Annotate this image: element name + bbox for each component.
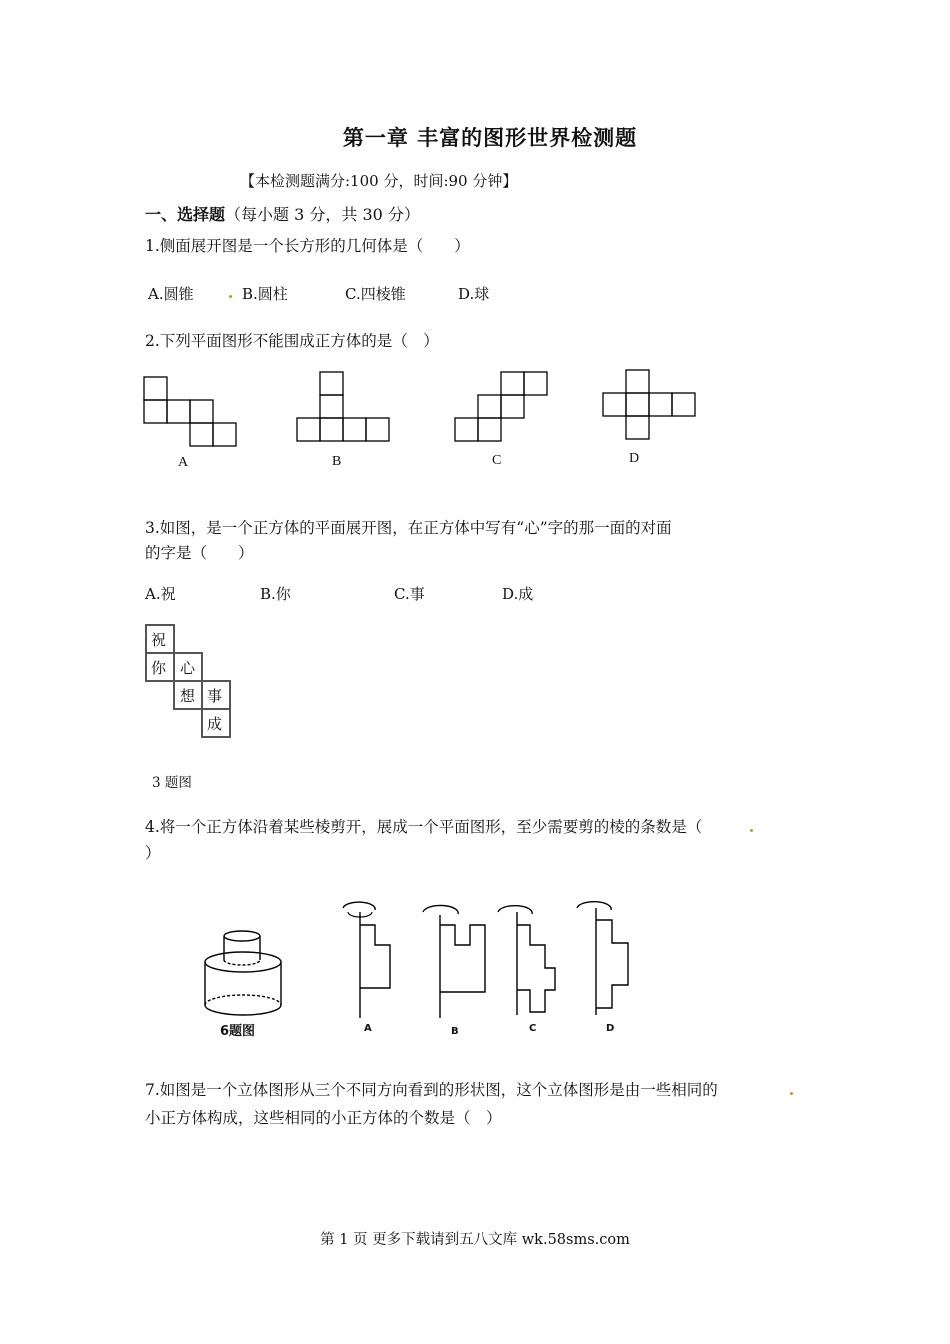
q1-option-b: B.圆柱 (242, 285, 288, 303)
net-char-shi: 事 (207, 687, 223, 705)
q3-option-b: B.你 (260, 585, 291, 603)
q6-option-b-figure (423, 905, 485, 1018)
q2-net-b (297, 372, 389, 441)
net-char-xiang: 想 (180, 687, 196, 705)
page-title: 第一章 丰富的图形世界检测题 (342, 125, 638, 150)
net-char-ni: 你 (151, 659, 167, 677)
q2-label-b: B (332, 454, 342, 469)
q6-option-a-figure (343, 902, 390, 1018)
question-3-line-1: 3.如图，是一个正方体的平面展开图，在正方体中写有“心”字的那一面的对面 (145, 519, 672, 537)
q6-label-a: A (364, 1023, 372, 1034)
net-char-cheng: 成 (207, 715, 223, 733)
q3-option-c: C.事 (394, 585, 425, 603)
q6-option-c-figure (498, 906, 555, 1015)
q2-label-d: D (629, 451, 640, 466)
q6-label-b: B (451, 1026, 459, 1037)
speck-mark (750, 829, 753, 832)
q2-net-a (144, 377, 236, 446)
q1-option-d: D.球 (458, 285, 490, 303)
q6-caption: 6题图 (220, 1024, 256, 1039)
question-7-line-1: 7.如图是一个立体图形从三个不同方向看到的形状图，这个立体图形是由一些相同的 (145, 1081, 718, 1099)
section-note: （每小题 3 分，共 30 分） (225, 205, 420, 224)
speck-mark (790, 1092, 793, 1095)
q3-option-a: A.祝 (145, 585, 176, 603)
q6-label-c: C (529, 1023, 537, 1034)
question-4-line-2: ） (145, 844, 161, 862)
question-7-line-2: 小正方体构成，这些相同的小正方体的个数是（ ） (145, 1109, 502, 1127)
q6-option-d-figure (577, 902, 628, 1015)
page-footer: 第 1 页 更多下载请到五八文库 wk.58sms.com (320, 1232, 630, 1248)
q3-option-d: D.成 (502, 585, 534, 603)
q2-net-c (455, 372, 547, 441)
q2-label-c: C (492, 453, 502, 468)
section-label: 一、选择题 (145, 205, 226, 224)
net-char-zhu: 祝 (151, 631, 167, 649)
q6-solid-figure (205, 931, 281, 1015)
q1-option-a: A.圆锥 (148, 285, 194, 303)
question-4-line-1: 4.将一个正方体沿着某些棱剪开，展成一个平面图形，至少需要剪的棱的条数是（ (145, 818, 703, 836)
exam-info: 【本检测题满分:100 分，时间:90 分钟】 (240, 172, 518, 190)
question-1: 1.侧面展开图是一个长方形的几何体是（ ） (145, 237, 470, 255)
question-3-line-2: 的字是（ ） (145, 544, 254, 562)
q3-caption: 3 题图 (152, 775, 192, 791)
q1-option-c: C.四棱锥 (345, 285, 406, 303)
q2-net-d (603, 370, 695, 439)
question-2: 2.下列平面图形不能围成正方体的是（ ） (145, 332, 439, 350)
q2-label-a: A (178, 455, 189, 470)
net-char-xin: 心 (180, 659, 196, 677)
q6-label-d: D (606, 1023, 615, 1034)
